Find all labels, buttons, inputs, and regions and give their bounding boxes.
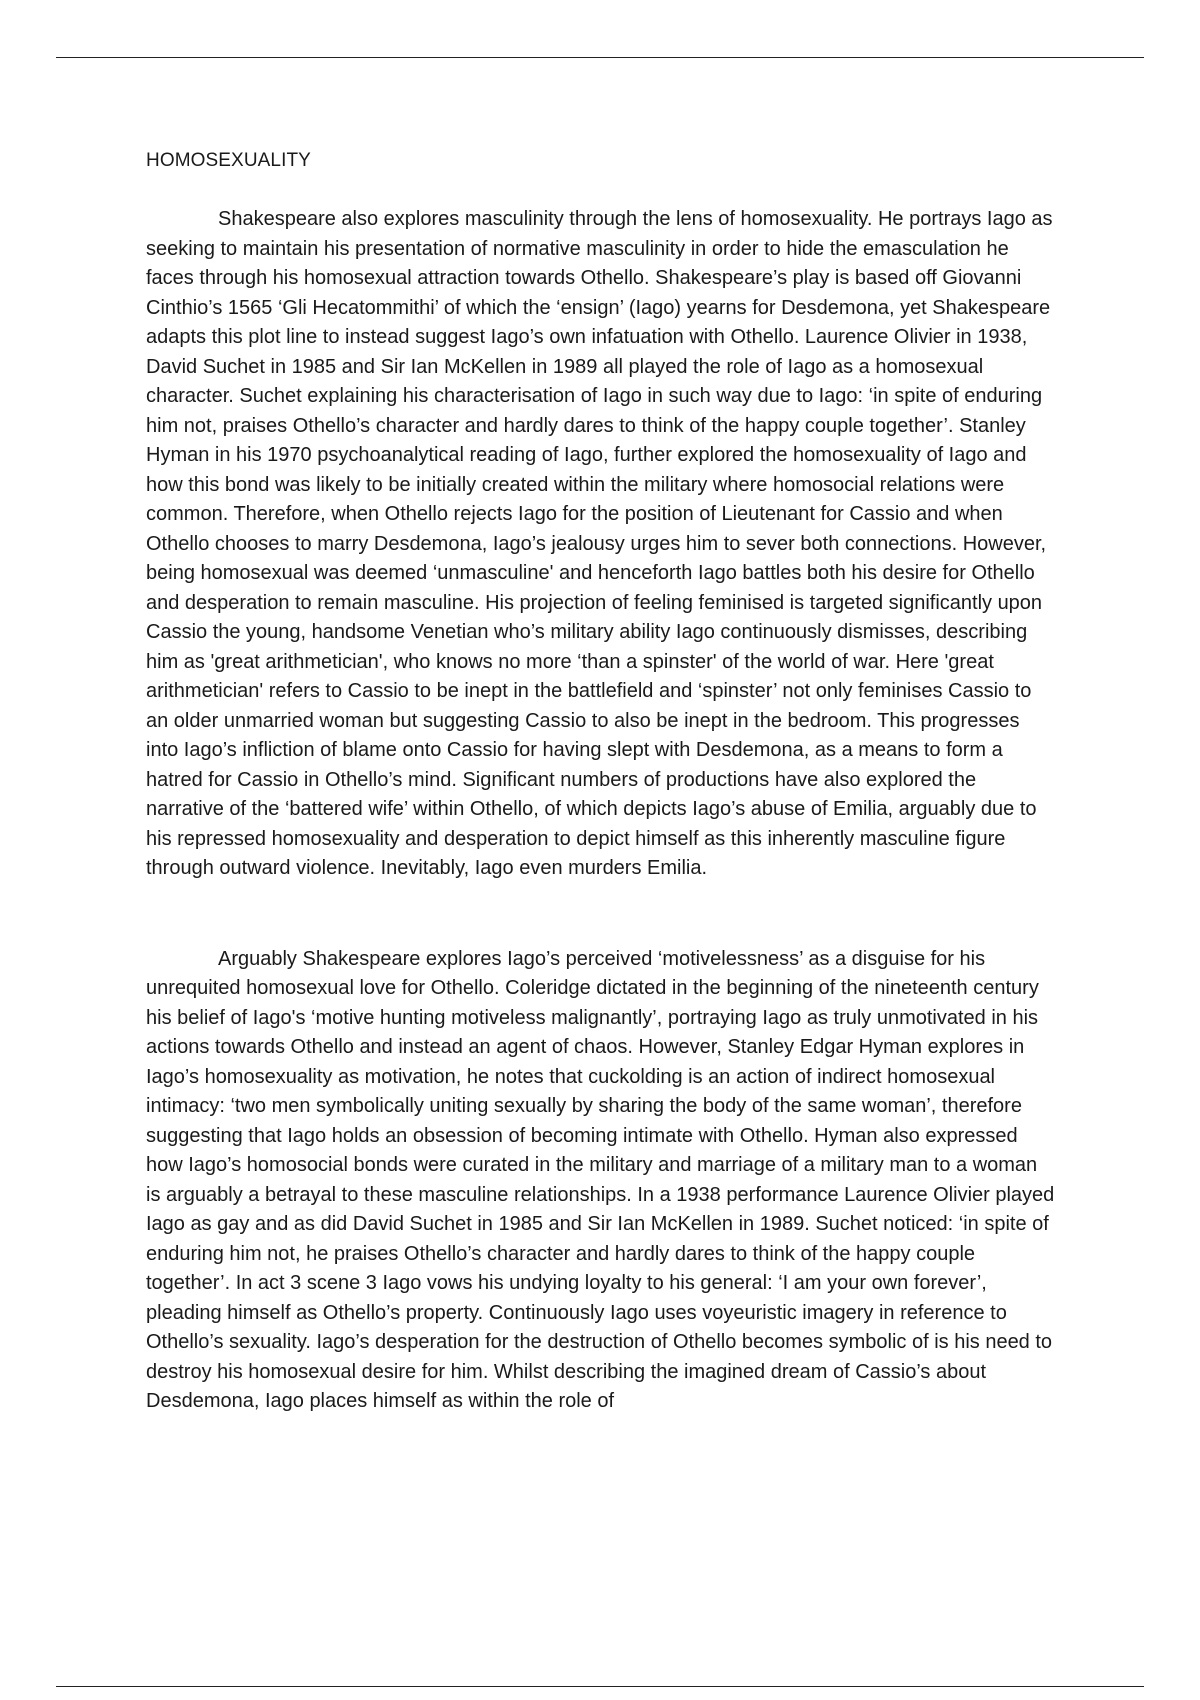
section-heading: HOMOSEXUALITY xyxy=(146,150,311,171)
document-body xyxy=(146,146,1056,1417)
paragraph-1: Shakespeare also explores masculinity through the lens of homosexuality. He portrays Iago as seeking to maintain his presentation of normative masculinity in order to hide the emasculation he faces through his homosexual attraction towards Othello. Shakespeare’s play is based off Giovanni Cinthio’s 1565 ‘Gli Hecatommithi’ of which the ‘ensign’ (Iago) yearns for Desdemona, yet Shakespeare adapts this plot line to instead suggest Iago’s own infatuation with Othello. Laurence Olivier in 1938, David Suchet in 1985 and Sir Ian McKellen in 1989 all played the role of Iago as a homosexual character. Suchet explaining his characterisation of Iago in such way due to Iago: ‘in spite of enduring him not, praises Othello’s character and hardly dares to think of the happy couple together’. Stanley Hyman in his 1970 psychoanalytical reading of Iago, further explored the homosexuality of Iago and how this bond was likely to be initially created within the military where homosocial relations were common. Therefore, when Othello rejects Iago for the position of Lieutenant for Cassio and when Othello chooses to marry Desdemona, Iago’s jealousy urges him to sever both connections. However, being homosexual was deemed ‘unmasculine' and henceforth Iago battles both his desire for Othello and desperation to remain masculine. His projection of feeling feminised is targeted significantly upon Cassio the young, handsome Venetian who’s military ability Iago continuously dismisses, describing him as 'great arithmetician', who knows no more ‘than a spinster' of the world of war. Here 'great arithmetician' refers to Cassio to be inept in the battlefield and ‘spinster’ not only feminises Cassio to an older unmarried woman but suggesting Cassio to also be inept in the bedroom. This progresses into Iago’s infliction of blame onto Cassio for having slept with Desdemona, as a means to form a hatred for Cassio in Othello’s mind. Significant numbers of productions have also explored the narrative of the ‘battered wife’ within Othello, of which depicts Iago’s abuse of Emilia, arguably due to his repressed homosexuality and desperation to depict himself as this inherently masculine figure through outward violence. Inevitably, Iago even murders Emilia. xyxy=(146,208,1053,879)
paragraph-2: Arguably Shakespeare explores Iago’s perceived ‘motivelessness’ as a disguise for his unrequited homosexual love for Othello. Coleridge dictated in the beginning of the nineteenth century his belief of Iago's ‘motive hunting motiveless malignantly’, portraying Iago as truly unmotivated in his actions towards Othello and instead an agent of chaos. However, Stanley Edgar Hyman explores in Iago’s homosexuality as motivation, he notes that cuckolding is an action of indirect homosexual intimacy: ‘two men symbolically uniting sexually by sharing the body of the same woman’, therefore suggesting that Iago holds an obsession of becoming intimate with Othello. Hyman also expressed how Iago’s homosocial bonds were curated in the military and marriage of a military man to a woman is arguably a betrayal to these masculine relationships. In a 1938 performance Laurence Olivier played Iago as gay and as did David Suchet in 1985 and Sir Ian McKellen in 1989. Suchet noticed: ‘in spite of enduring him not, he praises Othello’s character and hardly dares to think of the happy couple together’. In act 3 scene 3 Iago vows his undying loyalty to his general: ‘I am your own forever’, pleading himself as Othello’s property. Continuously Iago uses voyeuristic imagery in reference to Othello’s sexuality. Iago’s desperation for the destruction of Othello becomes symbolic of is his need to destroy his homosexual desire for him. Whilst describing the imagined dream of Cassio’s about Desdemona, Iago places himself as within the role of xyxy=(146,947,1055,1412)
footer-rule xyxy=(56,1686,1144,1687)
header-rule xyxy=(56,57,1144,58)
